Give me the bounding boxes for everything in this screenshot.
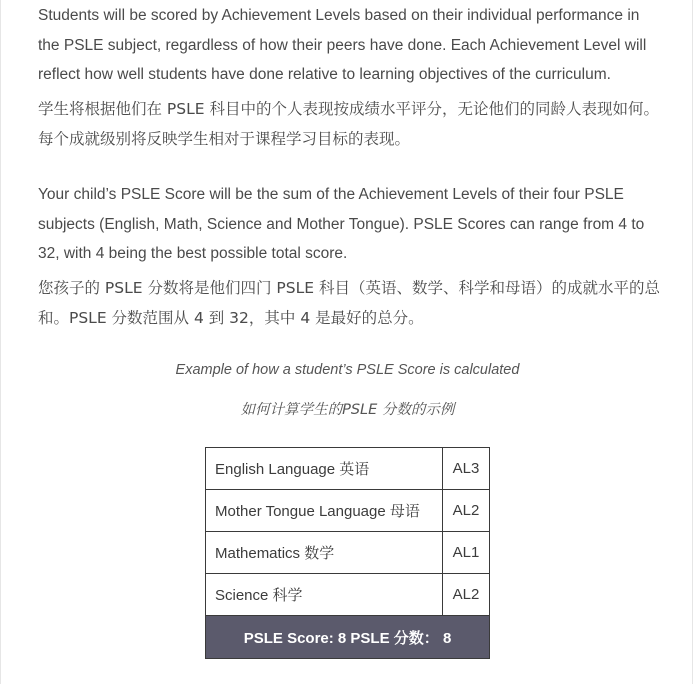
total-row: [206, 616, 490, 659]
level-cell: AL2: [443, 574, 490, 616]
table-row: [206, 448, 490, 490]
subject-cell: Mother Tongue Language 母语: [206, 490, 443, 532]
paragraph-achievement-levels-zh: 学生将根据他们在 PSLE 科目中的个人表现按成绩水平评分，无论他们的同龄人表现如何。每个成就级别将反映学生相对于课程学习目标的表现。: [38, 100, 659, 148]
level-cell: AL2: [443, 490, 490, 532]
paragraph-psle-score-zh: 您孩子的 PSLE 分数将是他们四门 PSLE 科目（英语、数学、科学和母语）的成就水平的总和。PSLE 分数范围从 4 到 32，其中 4 是最好的总分。: [38, 279, 660, 327]
table-row: [206, 574, 490, 616]
level-cell: AL3: [443, 448, 490, 490]
subject-cell: Mathematics 数学: [206, 532, 443, 574]
paragraph-psle-score-en: Your child’s PSLE Score will be the sum of the Achievement Levels of their four PSLE subjects (English, Math, Science and Mother Tongue). PSLE Scores can range from 4 to 32, with 4 being the best possible total score.: [38, 186, 645, 262]
paragraph-achievement-levels-en: Students will be scored by Achievement Levels based on their individual performance in the PSLE subject, regardless of how their peers have done. Each Achievement Level will reflect how well students have done relative to learning objectives of the curriculum.: [38, 7, 647, 83]
table-row: [206, 532, 490, 574]
subject-cell: Science 科学: [206, 574, 443, 616]
example-caption-en: Example of how a student’s PSLE Score is calculated: [175, 362, 520, 378]
subject-cell: English Language 英语: [206, 448, 443, 490]
psle-score-table: [205, 447, 490, 659]
level-cell: AL1: [443, 532, 490, 574]
example-caption-zh: 如何计算学生的PSLE 分数的示例: [240, 402, 455, 418]
total-score-cell: PSLE Score: 8 PSLE 分数： 8: [206, 616, 490, 659]
table-row: [206, 490, 490, 532]
